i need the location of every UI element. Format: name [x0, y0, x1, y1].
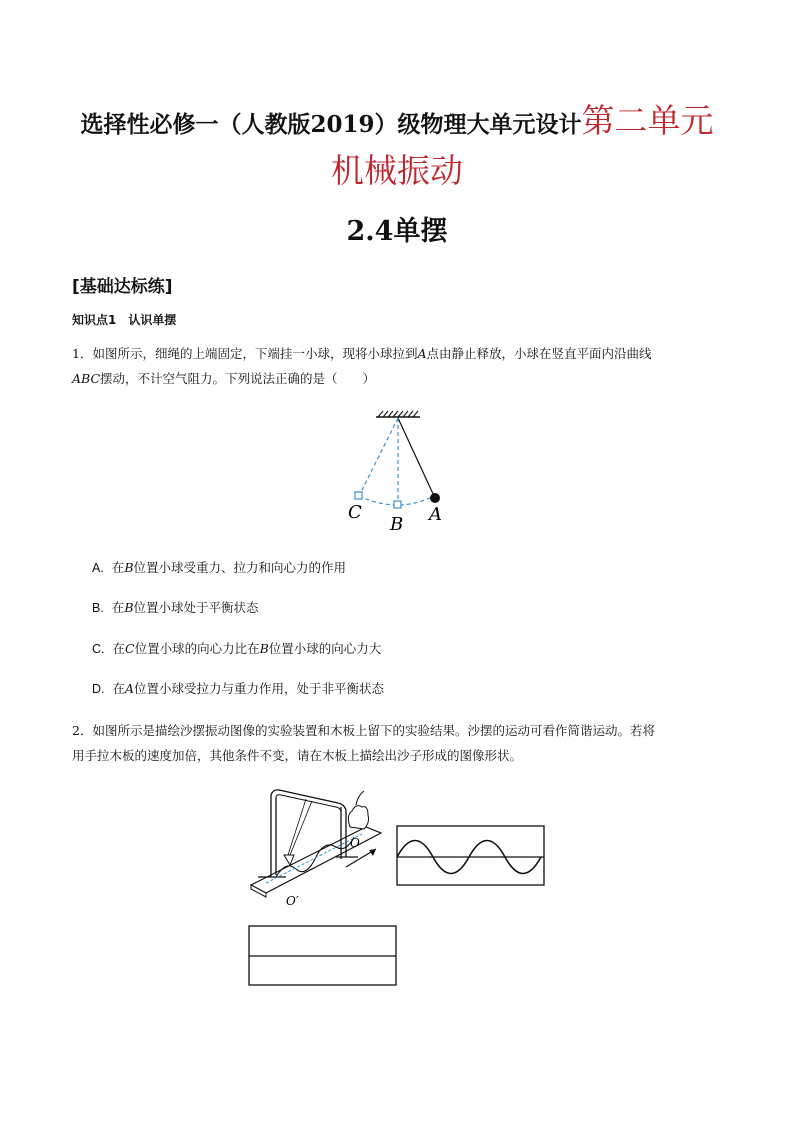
title-red-part: 第二单元	[581, 101, 714, 140]
title-red-line2: 机械振动	[331, 151, 463, 190]
label-o-prime: O′	[286, 894, 299, 908]
section-heading: [基础达标练]	[72, 277, 173, 297]
question-1-stem: 1．如图所示，细绳的上端固定，下端挂一小球，现将小球拉到A点由静止释放，小球在竖直平面内沿曲线 ABC摆动，不计空气阻力。下列说法正确的是（ ）	[72, 346, 652, 386]
question-number: 1．	[72, 346, 93, 361]
knowledge-point-label: 知识点1 认识单摆	[72, 313, 177, 327]
label-a: A	[429, 504, 442, 525]
result-board-sine	[396, 825, 546, 887]
sand-pendulum-apparatus	[246, 785, 391, 915]
document-title	[0, 98, 794, 148]
title-black-part: 选择性必修一（人教版2019）级物理大单元设计	[80, 111, 582, 138]
option-a[interactable]: A. 在B位置小球受重力、拉力和向心力的作用	[92, 560, 347, 575]
question-number: 2．	[72, 723, 93, 738]
label-c: C	[348, 502, 362, 523]
label-o: O	[350, 836, 360, 850]
option-c[interactable]: C. 在C位置小球的向心力比在B位置小球的向心力大	[92, 641, 382, 656]
question-2-stem: 2．如图所示是描绘沙摆振动图像的实验装置和木板上留下的实验结果。沙摆的运动可看作简谐运动。若将 用手拉木板的速度加倍，其他条件不变，请在木板上描绘出沙子形成的图像形状。	[72, 723, 655, 763]
answer-board-empty[interactable]	[248, 925, 398, 987]
option-b[interactable]: B. 在B位置小球处于平衡状态	[92, 600, 259, 615]
label-b: B	[390, 514, 404, 535]
option-d[interactable]: D. 在A位置小球受拉力与重力作用，处于非平衡状态	[92, 681, 385, 696]
pendulum-figure	[340, 408, 460, 536]
lesson-title: 2.4单摆	[346, 216, 448, 247]
